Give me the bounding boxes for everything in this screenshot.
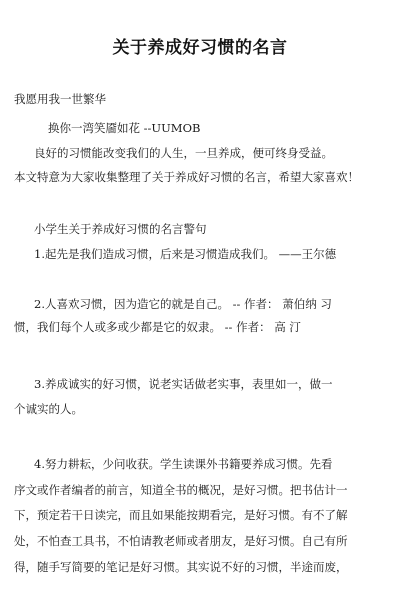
section-heading: 小学生关于养成好习惯的名言警句 [34,222,207,236]
text-line: 3.养成诚实的好习惯，说老实话做老实事，表里如一，做一 [34,377,333,391]
text-line: 处，不怕查工具书，不怕请教老师或者朋友，是好习惯。自己有所 [14,534,348,548]
text-line: 良好的习惯能改变我们的人生，一旦养成，便可终身受益。 [34,146,333,160]
text-line: 序文或作者编者的前言，知道全书的概况，是好习惯。把书估计一 [14,483,348,497]
text-line: 1.起先是我们造成习惯，后来是习惯造成我们。 ——王尔德 [34,247,337,261]
text-line: 个诚实的人。 [14,402,83,416]
text-line: 我愿用我一世繁华 [14,92,106,106]
text-line: 4.努力耕耘，少问收获。学生读课外书籍要养成习惯。先看 [34,457,333,471]
text-line: 得，随手写简要的笔记是好习惯。其实说不好的习惯，半途而废， [14,560,348,574]
text-line: 下，预定若干日读完，而且如果能按期看完，是好习惯。有不了解 [14,508,348,522]
text-line: 惯，我们每个人或多或少都是它的奴隶。 -- 作者： 高 汀 [14,320,301,334]
text-line: 2.人喜欢习惯，因为造它的就是自己。 -- 作者： 萧伯纳 习 [34,297,332,311]
text-line: 本文特意为大家收集整理了关于养成好习惯的名言，希望大家喜欢！ [14,170,359,184]
page-title: 关于养成好习惯的名言 [112,38,288,58]
text-line: 换你一湾笑靥如花 --UUMOB [48,121,201,135]
